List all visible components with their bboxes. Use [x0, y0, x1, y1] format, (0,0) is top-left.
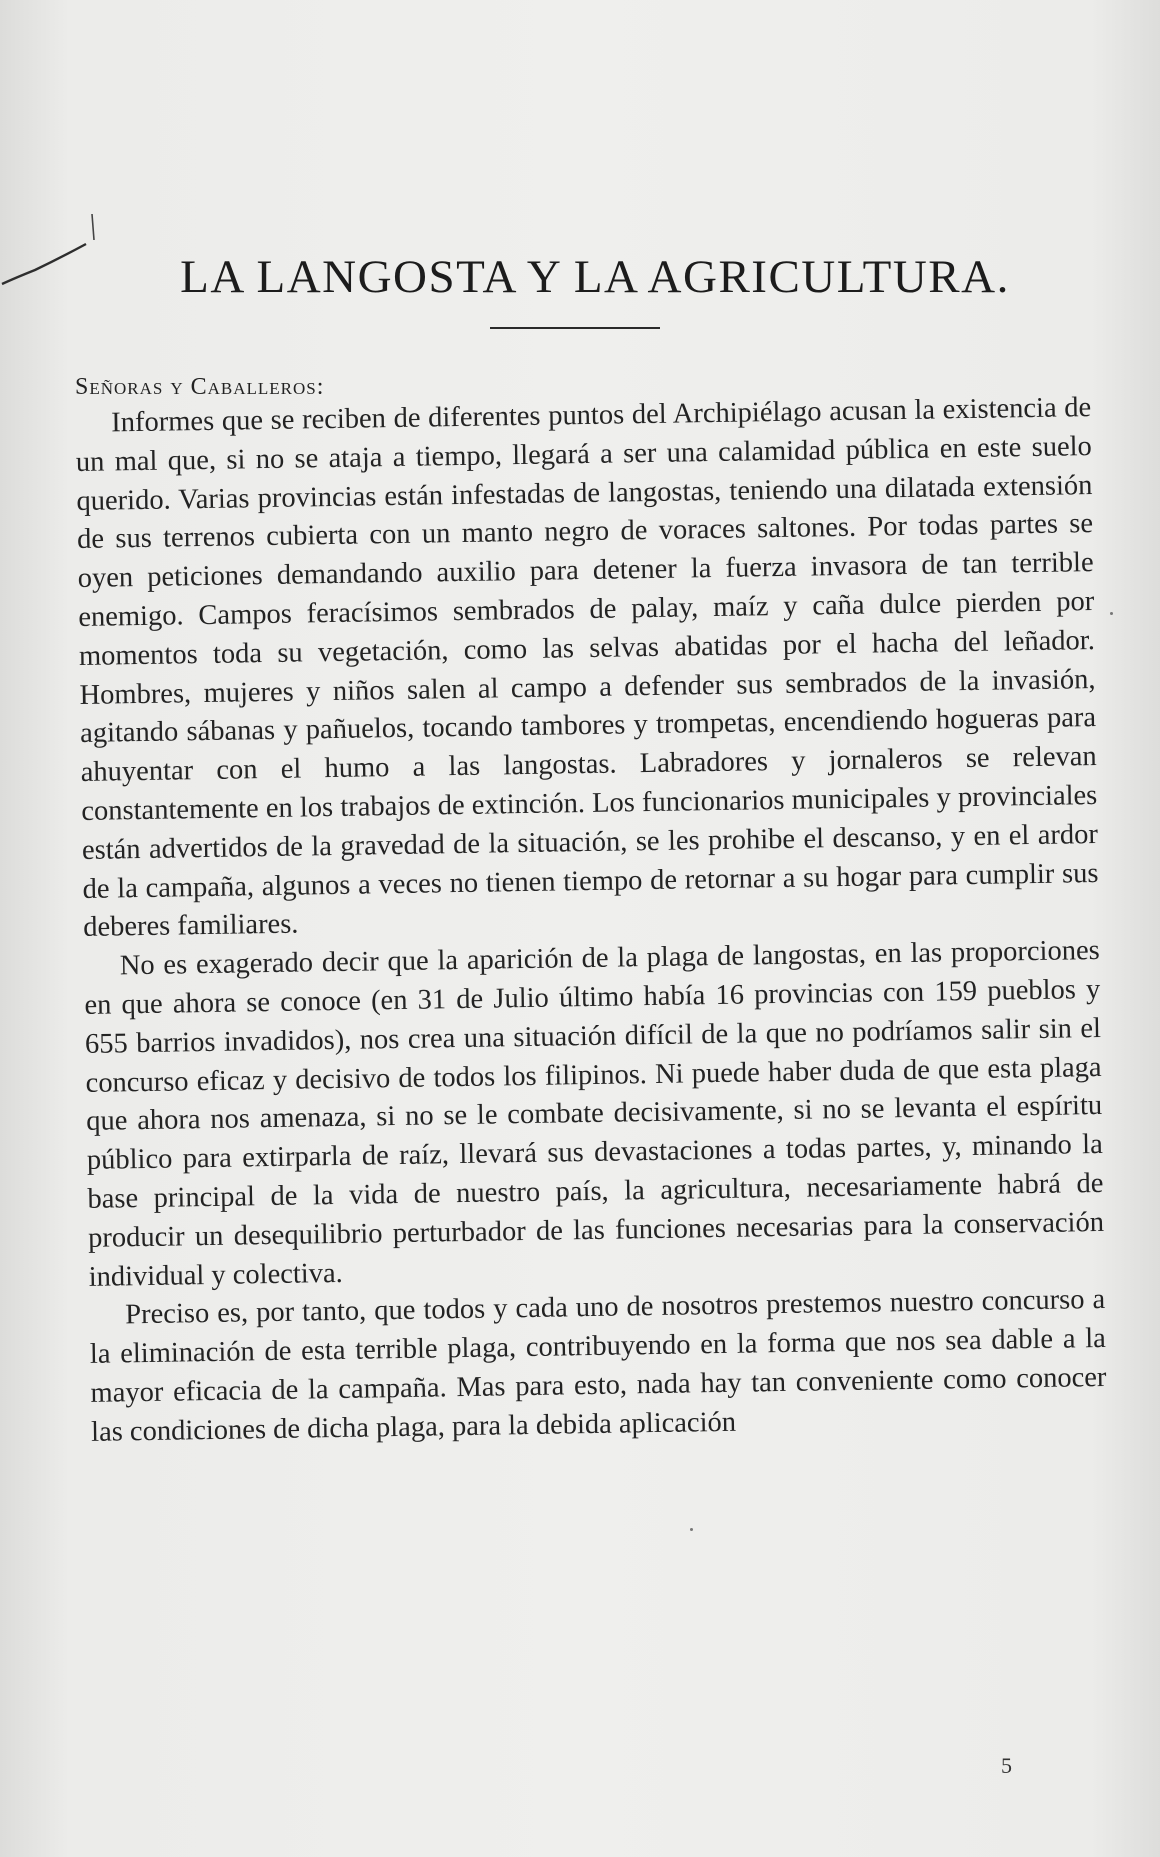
- page-number: 5: [1001, 1753, 1012, 1778]
- paragraph-3: Preciso es, por tanto, que todos y cada uno de nosotros prestemos nuestro concurso a la eliminación de esta terrible plaga, contribuyendo en la forma que nos sea dable a la mayor eficacia de la campaña. Mas para esto, nada hay tan conveniente como conocer las condiciones de dicha plaga, para la debida aplicación: [89, 1284, 1107, 1448]
- paragraph-1: Informes que se reciben de diferentes puntos del Archipiélago acusan la existencia de un mal que, si no se ataja a tiempo, llegará a ser una calamidad pública en este suelo querido. Varias provincias están infestadas de langostas, teniendo una dilatada extensión de sus terrenos cubierta con un manto negro de voraces saltones. Por todas partes se oyen peticiones demandando auxilio para detener la fuerza invasora de tan terrible enemigo. Campos feracísimos sembrados de palay, maíz y caña dulce pierden por momentos toda su vegetación, como las selvas abatidas por el hacha del leñador. Hombres, mujeres y niños salen al campo a defender sus sembrados de la invasión, agitando sábanas y pañuelos, tocando tambores y trompetas, encendiendo hogueras para ahuyentar con el humo a las langostas. Labradores y jornaleros se relevan constantemente en los trabajos de extinción. Los funcionarios municipales y provinciales están advertidos de la gravedad de la situación, se les prohibe el descanso, y en el ardor de la campaña, algunos a veces no tienen tiempo de retornar a su hogar para cumplir sus deberes familiares.: [75, 392, 1099, 944]
- pencil-mark: [0, 200, 110, 310]
- title-divider: [490, 327, 660, 329]
- chapter-title: LA LANGOSTA Y LA AGRICULTURA.: [180, 251, 1010, 303]
- body-text: [75, 389, 1107, 1452]
- salutation: Señoras y Caballeros:: [75, 374, 325, 400]
- paragraph-2: No es exagerado decir que la aparición de la plaga de langostas, en las proporciones en que ahora se conoce (en 31 de Julio último había 16 provincias con 159 pueblos y 655 barrios invadidos), nos crea una situación difícil de la que no podríamos salir sin el concurso eficaz y decisivo de todos los filipinos. Ni puede haber duda de que esta plaga que ahora nos amenaza, si no se le combate decisivamente, si no se levanta el espíritu público para extirparla de raíz, llevará sus devastaciones a todas partes, y, minando la base principal de la vida de nuestro país, la agricultura, necesariamente habrá de producir un desequilibrio perturbador de las funciones necesarias para la conservación individual y colectiva.: [84, 935, 1105, 1293]
- page-speck: [1110, 612, 1113, 615]
- page-speck: [690, 1528, 693, 1531]
